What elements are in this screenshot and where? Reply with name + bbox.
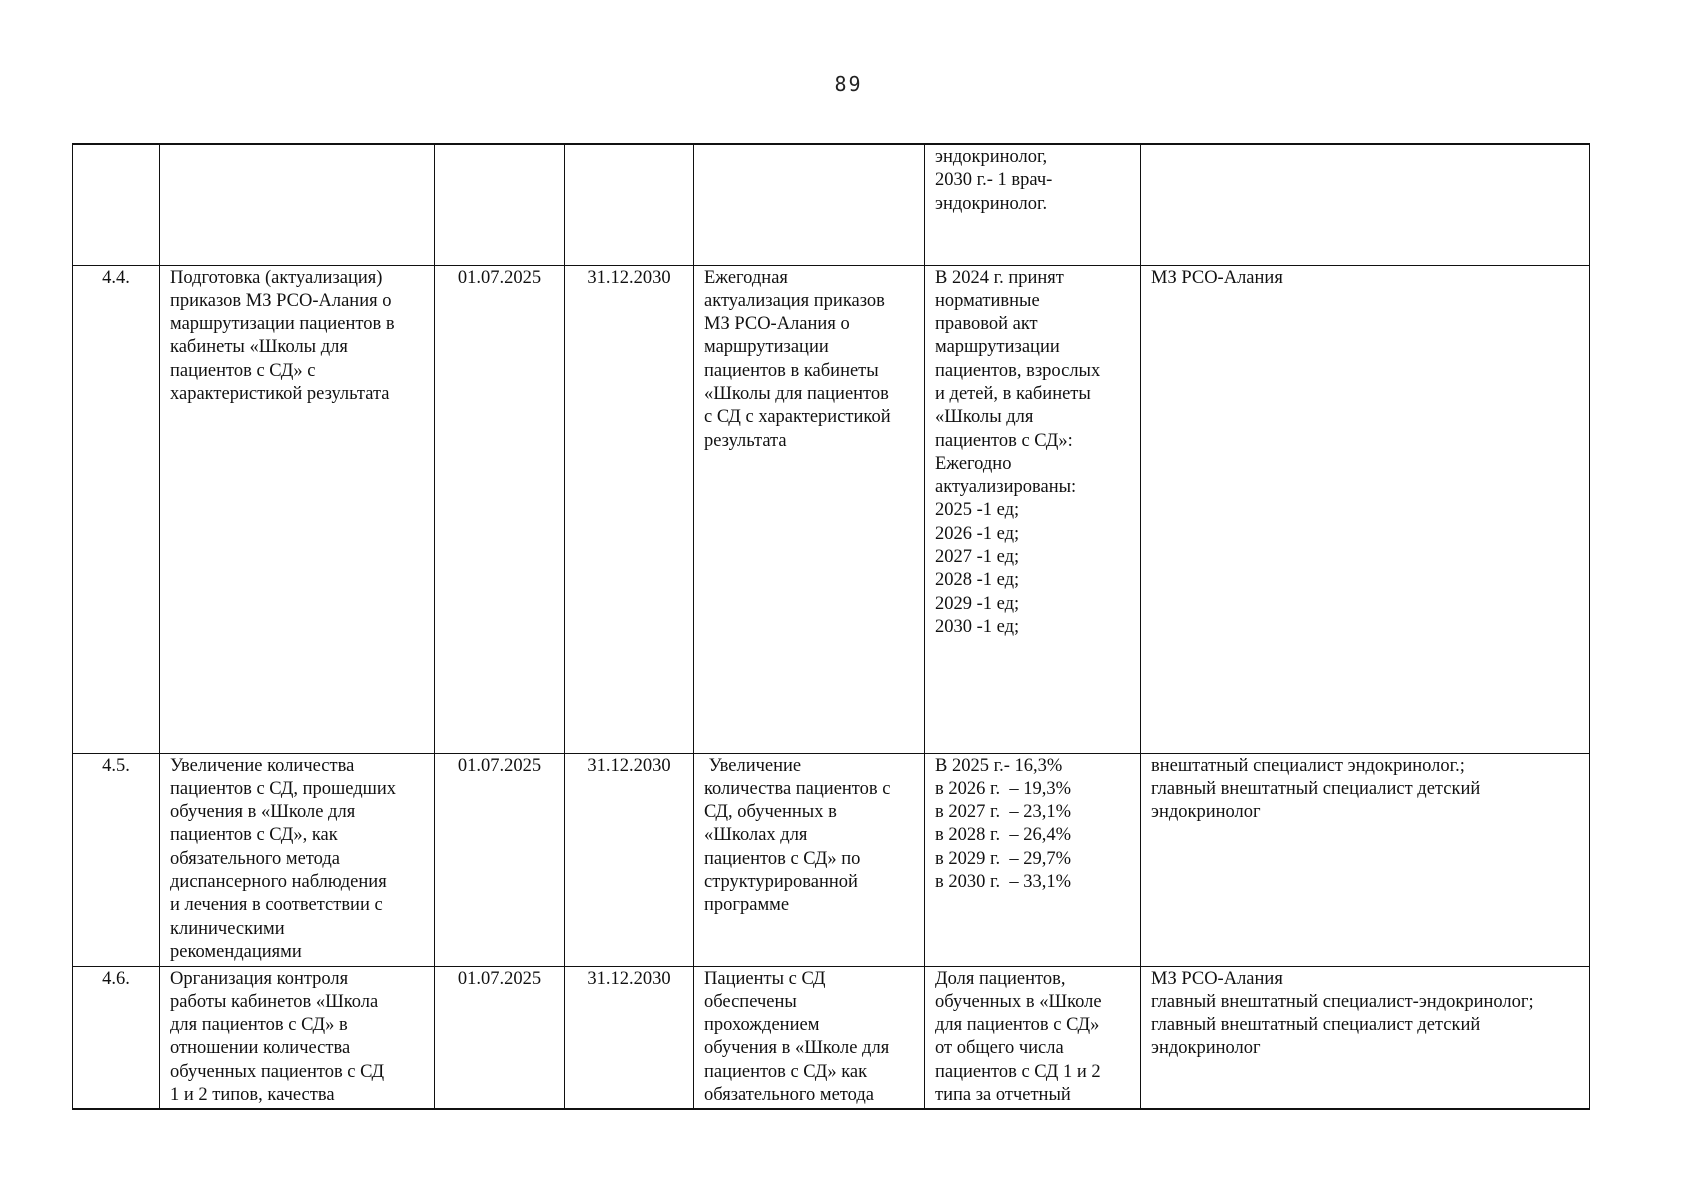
cell-end-date: 31.12.2030 [565,753,694,966]
cell-indicator [925,753,1141,966]
result-line: «Школах для [704,825,808,846]
cell-indicator [925,265,1141,753]
cell-task [160,966,435,1109]
indicator-line: от общего числа [935,1038,1064,1059]
task-line: обучения в «Школе для [170,802,356,823]
result-line: Увеличение [704,755,802,776]
cell-end-date [565,144,694,265]
responsible-line: внештатный специалист эндокринолог.; [1151,755,1465,776]
responsible-line: эндокринолог [1151,1038,1261,1059]
task-line: пациентов с СД» с [170,360,316,381]
indicator-line: в 2026 г. – 19,3% [935,778,1072,799]
cell-responsible [1141,144,1590,265]
indicator-line: в 2028 г. – 26,4% [935,825,1072,846]
result-line: структурированной [704,871,858,892]
indicator-line: пациентов с СД 1 и 2 [935,1061,1101,1082]
indicator-line: Ежегодно [935,453,1012,474]
indicator-line: 2030 г.- 1 врач- [935,170,1053,191]
cell-result [694,753,925,966]
cell-responsible [1141,753,1590,966]
responsible-line: главный внештатный специалист-эндокринолог; [1151,991,1534,1012]
result-line: результата [704,430,787,451]
cell-num: 4.6. [73,966,160,1109]
task-line: Подготовка (актуализация) [170,267,383,288]
indicator-line: эндокринолог. [935,193,1048,214]
indicator-line: маршрутизации [935,337,1060,358]
table-row-4-4 [73,265,1590,753]
task-line: отношении количества [170,1038,351,1059]
cell-end-date: 31.12.2030 [565,265,694,753]
task-line: диспансерного наблюдения [170,871,387,892]
indicator-line: «Школы для [935,407,1034,428]
result-line: МЗ РСО-Алания о [704,314,850,335]
cell-start-date: 01.07.2025 [435,753,565,966]
responsible-line: МЗ РСО-Алания [1151,267,1283,288]
task-line: и лечения в соответствии с [170,895,383,916]
indicator-line: и детей, в кабинеты [935,383,1091,404]
task-line: обученных пациентов с СД [170,1061,385,1082]
indicator-line: для пациентов с СД» [935,1015,1100,1036]
task-line: пациентов с СД, прошедших [170,778,397,799]
task-line: обязательного метода [170,848,340,869]
task-line: характеристикой результата [170,383,390,404]
result-line: обеспечены [704,991,797,1012]
indicator-line: правовой акт [935,314,1038,335]
responsible-line: МЗ РСО-Алания [1151,968,1283,989]
indicator-line: 2026 -1 ед; [935,523,1020,544]
task-line: кабинеты «Школы для [170,337,348,358]
result-line: количества пациентов с [704,778,891,799]
responsible-line: главный внештатный специалист детский [1151,1015,1481,1036]
task-line: маршрутизации пациентов в [170,314,395,335]
cell-start-date: 01.07.2025 [435,966,565,1109]
cell-end-date: 31.12.2030 [565,966,694,1109]
indicator-line: В 2025 г.- 16,3% [935,755,1063,776]
indicator-line: пациентов с СД»: [935,430,1073,451]
cell-start-date [435,144,565,265]
cell-task [160,144,435,265]
task-line: работы кабинетов «Школа [170,991,379,1012]
responsible-line: главный внештатный специалист детский [1151,778,1481,799]
activity-plan-table [72,143,1590,1110]
result-line: Ежегодная [704,267,788,288]
result-line: пациентов в кабинеты [704,360,879,381]
indicator-line: в 2029 г. – 29,7% [935,848,1072,869]
indicator-line: обученных в «Школе [935,991,1102,1012]
indicator-line: В 2024 г. принят [935,267,1064,288]
table-row-continuation [73,144,1590,265]
indicator-line: эндокринолог, [935,147,1048,167]
task-line: рекомендациями [170,941,302,962]
task-line: 1 и 2 типов, качества [170,1084,335,1105]
indicator-line: типа за отчетный [935,1084,1071,1105]
result-line: актуализация приказов [704,290,885,311]
result-line: пациентов с СД» как [704,1061,868,1082]
result-line: маршрутизации [704,337,829,358]
indicator-line: 2029 -1 ед; [935,593,1020,614]
result-line: с СД с характеристикой [704,407,891,428]
cell-responsible [1141,966,1590,1109]
cell-result [694,265,925,753]
cell-num: 4.4. [73,265,160,753]
indicator-line: актуализированы: [935,477,1077,498]
task-line: пациентов с СД», как [170,825,338,846]
indicator-line: 2028 -1 ед; [935,570,1020,591]
task-line: Увеличение количества [170,755,355,776]
cell-responsible [1141,265,1590,753]
cell-result [694,144,925,265]
result-line: программе [704,895,790,916]
cell-num [73,144,160,265]
cell-task [160,753,435,966]
indicator-line: в 2027 г. – 23,1% [935,802,1072,823]
task-line: приказов МЗ РСО-Алания о [170,290,392,311]
cell-task [160,265,435,753]
indicator-line: пациентов, взрослых [935,360,1101,381]
task-line: Организация контроля [170,968,349,989]
cell-indicator [925,966,1141,1109]
task-line: для пациентов с СД» в [170,1015,348,1036]
table-row-4-5 [73,753,1590,966]
cell-num: 4.5. [73,753,160,966]
result-line: СД, обученных в [704,802,837,823]
cell-result [694,966,925,1109]
table-row-4-6 [73,966,1590,1109]
indicator-line: нормативные [935,290,1040,311]
cell-start-date: 01.07.2025 [435,265,565,753]
result-line: обязательного метода [704,1084,874,1105]
cell-indicator [925,144,1141,265]
page-number: 89 [834,72,863,96]
task-line: клиническими [170,918,285,939]
result-line: обучения в «Школе для [704,1038,890,1059]
indicator-line: 2030 -1 ед; [935,616,1020,637]
result-line: пациентов с СД» по [704,848,861,869]
indicator-line: в 2030 г. – 33,1% [935,871,1072,892]
result-line: «Школы для пациентов [704,383,889,404]
result-line: прохождением [704,1015,820,1036]
result-line: Пациенты с СД [704,968,826,989]
responsible-line: эндокринолог [1151,802,1261,823]
indicator-line: Доля пациентов, [935,968,1066,989]
indicator-line: 2027 -1 ед; [935,547,1020,568]
indicator-line: 2025 -1 ед; [935,500,1020,521]
